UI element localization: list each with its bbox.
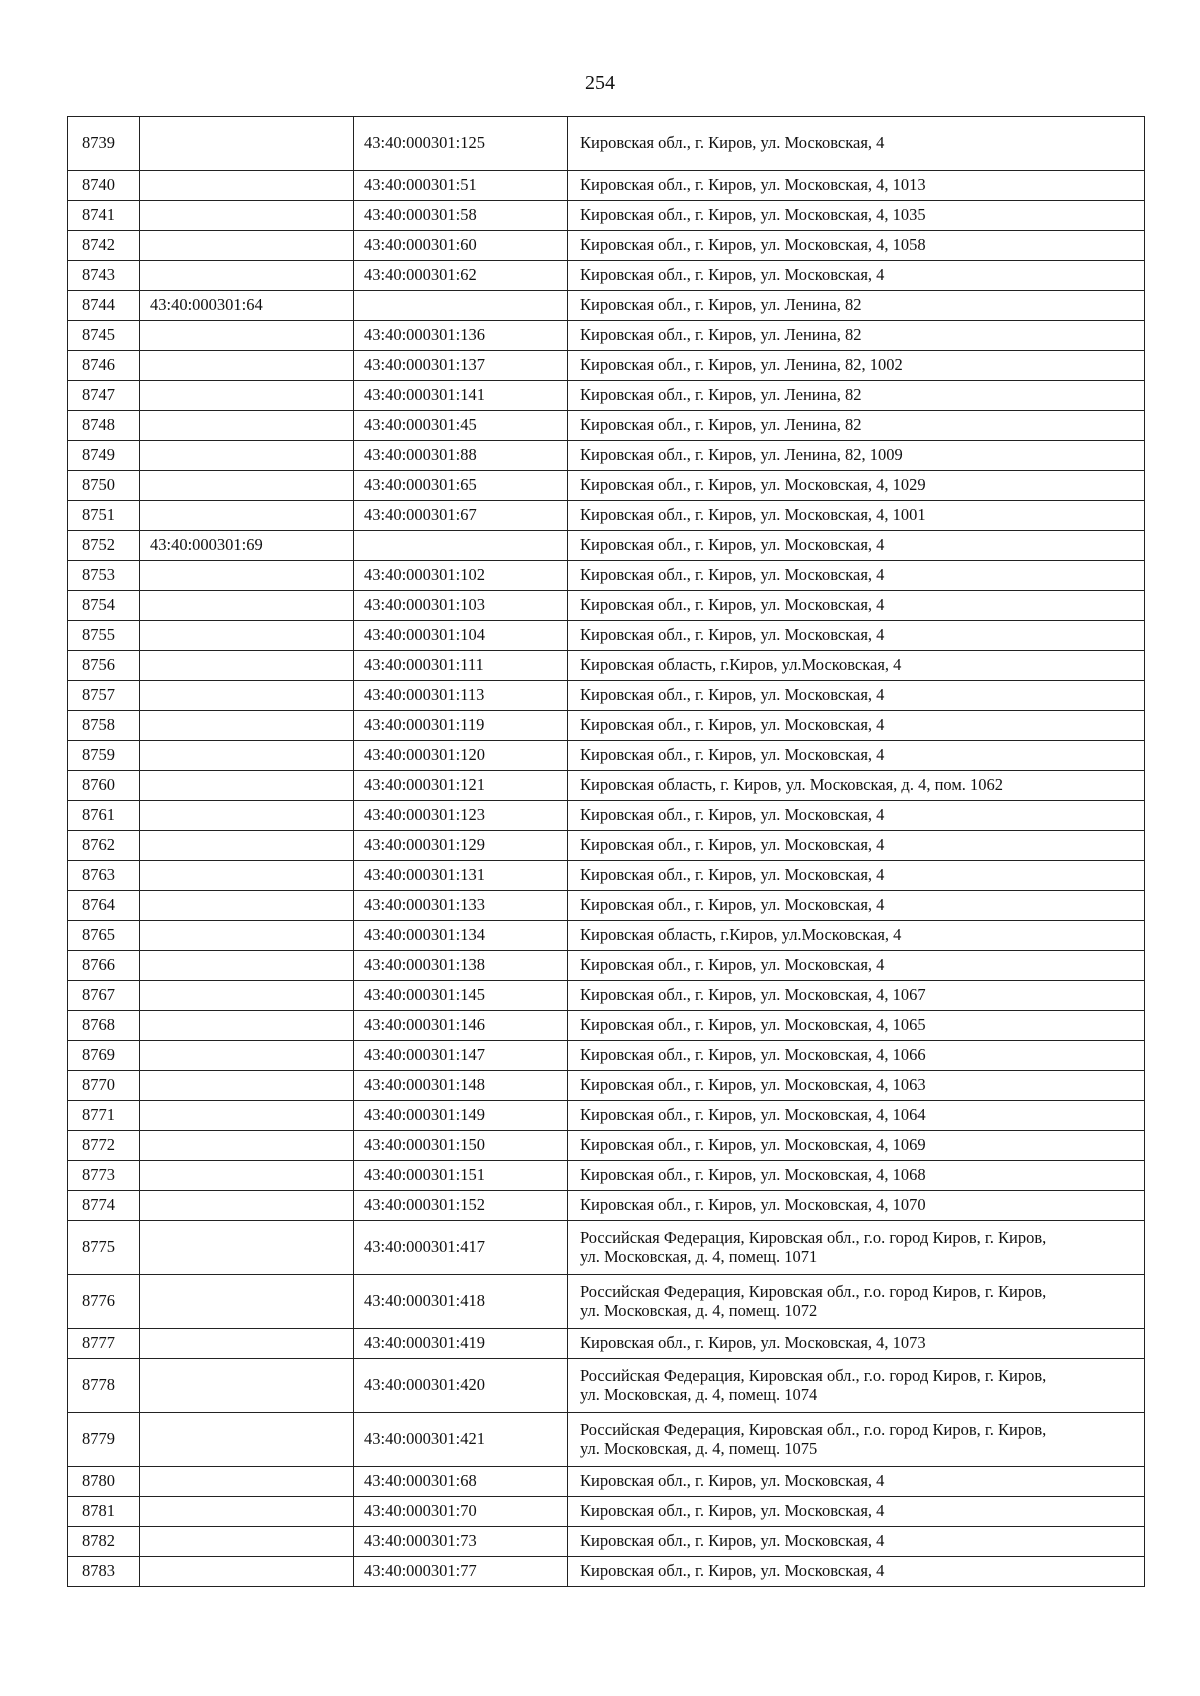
address-line: Кировская обл., г. Киров, ул. Московская, 4, 1073 [580,1333,926,1353]
cell-object-number: 43:40:000301:129 [354,831,568,861]
address-line: Кировская обл., г. Киров, ул. Ленина, 82 [580,325,862,345]
table-row [68,411,1145,441]
cell-parcel-number [140,1413,354,1467]
address-line: Российская Федерация, Кировская обл., г.о. город Киров, г. Киров, [580,1281,1047,1301]
table-row [68,621,1145,651]
cell-number: 8750 [68,471,140,501]
table-row [68,951,1145,981]
table-row [68,261,1145,291]
cell-object-number: 43:40:000301:120 [354,741,568,771]
cell-object-number: 43:40:000301:104 [354,621,568,651]
cell-object-number: 43:40:000301:131 [354,861,568,891]
table-body [68,117,1145,1587]
cell-number: 8774 [68,1191,140,1221]
table-row [68,771,1145,801]
cell-object-number [354,531,568,561]
cell-address [568,1275,1145,1329]
table-row [68,471,1145,501]
cell-number: 8762 [68,831,140,861]
cell-parcel-number [140,351,354,381]
cell-parcel-number [140,1557,354,1587]
cell-object-number: 43:40:000301:60 [354,231,568,261]
page-number: 254 [585,72,615,94]
address-line: Российская Федерация, Кировская обл., г.о. город Киров, г. Киров, [580,1419,1047,1439]
registry-table [67,116,1145,1587]
cell-parcel-number [140,861,354,891]
cell-number: 8745 [68,321,140,351]
address-line: Кировская обл., г. Киров, ул. Московская, 4, 1063 [580,1075,926,1095]
cell-number: 8752 [68,531,140,561]
address-line: Кировская обл., г. Киров, ул. Московская, 4 [580,1531,885,1551]
address-line: Кировская область, г. Киров, ул. Московская, д. 4, пом. 1062 [580,775,1004,795]
cell-object-number: 43:40:000301:70 [354,1497,568,1527]
cell-number: 8758 [68,711,140,741]
cell-number: 8775 [68,1221,140,1275]
cell-object-number: 43:40:000301:421 [354,1413,568,1467]
cell-number: 8768 [68,1011,140,1041]
cell-parcel-number [140,1221,354,1275]
table-row [68,351,1145,381]
table-row [68,171,1145,201]
cell-address [568,921,1145,951]
cell-object-number: 43:40:000301:419 [354,1329,568,1359]
address-line: ул. Московская, д. 4, помещ. 1072 [580,1300,818,1320]
address-line: Кировская область, г.Киров, ул.Московская, 4 [580,655,902,675]
address-line: Кировская обл., г. Киров, ул. Ленина, 82, 1009 [580,445,903,465]
table-row [68,1467,1145,1497]
table-row [68,531,1145,561]
cell-number: 8764 [68,891,140,921]
cell-address [568,1071,1145,1101]
cell-address [568,411,1145,441]
cell-address [568,951,1145,981]
cell-address [568,831,1145,861]
cell-address [568,171,1145,201]
cell-address [568,1041,1145,1071]
cell-number: 8763 [68,861,140,891]
cell-number: 8769 [68,1041,140,1071]
cell-parcel-number [140,1191,354,1221]
cell-object-number: 43:40:000301:73 [354,1527,568,1557]
cell-parcel-number [140,741,354,771]
cell-parcel-number [140,921,354,951]
cell-object-number: 43:40:000301:58 [354,201,568,231]
address-line: Кировская обл., г. Киров, ул. Московская, 4, 1035 [580,205,926,225]
cell-address [568,501,1145,531]
cell-address [568,291,1145,321]
table-row [68,801,1145,831]
address-line: Кировская обл., г. Киров, ул. Московская, 4, 1069 [580,1135,926,1155]
cell-number: 8783 [68,1557,140,1587]
cell-number: 8755 [68,621,140,651]
address-line: Кировская обл., г. Киров, ул. Ленина, 82, 1002 [580,355,903,375]
cell-number: 8773 [68,1161,140,1191]
address-line: Кировская обл., г. Киров, ул. Московская, 4 [580,565,885,585]
cell-parcel-number [140,981,354,1011]
address-line: ул. Московская, д. 4, помещ. 1071 [580,1246,818,1266]
cell-address [568,231,1145,261]
cell-address [568,381,1145,411]
cell-address [568,621,1145,651]
cell-object-number: 43:40:000301:148 [354,1071,568,1101]
cell-address [568,261,1145,291]
cell-object-number: 43:40:000301:134 [354,921,568,951]
cell-number: 8749 [68,441,140,471]
cell-number: 8761 [68,801,140,831]
address-line: Кировская обл., г. Киров, ул. Московская, 4 [580,625,885,645]
cell-parcel-number [140,501,354,531]
cell-parcel-number: 43:40:000301:64 [140,291,354,321]
cell-address [568,981,1145,1011]
cell-parcel-number [140,1131,354,1161]
table-row [68,891,1145,921]
cell-parcel-number [140,621,354,651]
cell-address [568,1497,1145,1527]
cell-number: 8770 [68,1071,140,1101]
cell-address [568,1329,1145,1359]
cell-parcel-number [140,1359,354,1413]
address-line: Кировская обл., г. Киров, ул. Московская, 4 [580,1471,885,1491]
cell-address [568,1131,1145,1161]
table-row [68,1557,1145,1587]
cell-object-number: 43:40:000301:51 [354,171,568,201]
cell-parcel-number [140,201,354,231]
cell-object-number: 43:40:000301:417 [354,1221,568,1275]
table-row [68,501,1145,531]
cell-number: 8740 [68,171,140,201]
cell-parcel-number [140,1071,354,1101]
cell-object-number: 43:40:000301:136 [354,321,568,351]
table-row [68,1191,1145,1221]
cell-address [568,681,1145,711]
cell-parcel-number [140,561,354,591]
cell-parcel-number [140,231,354,261]
cell-parcel-number [140,1275,354,1329]
cell-parcel-number [140,381,354,411]
address-line: Кировская обл., г. Киров, ул. Московская, 4, 1029 [580,475,926,495]
cell-number: 8739 [68,117,140,171]
cell-parcel-number [140,261,354,291]
cell-object-number: 43:40:000301:145 [354,981,568,1011]
cell-object-number: 43:40:000301:67 [354,501,568,531]
cell-number: 8741 [68,201,140,231]
cell-address [568,1359,1145,1413]
cell-object-number: 43:40:000301:103 [354,591,568,621]
cell-address [568,1101,1145,1131]
cell-address [568,1557,1145,1587]
address-line: Кировская обл., г. Киров, ул. Московская, 4 [580,685,885,705]
table-row [68,981,1145,1011]
cell-parcel-number [140,1041,354,1071]
address-line: Кировская обл., г. Киров, ул. Ленина, 82 [580,295,862,315]
cell-number: 8747 [68,381,140,411]
address-line: Кировская обл., г. Киров, ул. Московская, 4 [580,955,885,975]
table-row [68,741,1145,771]
cell-object-number: 43:40:000301:151 [354,1161,568,1191]
table-row [68,561,1145,591]
table-row [68,591,1145,621]
cell-parcel-number [140,801,354,831]
address-line: Кировская обл., г. Киров, ул. Московская, 4 [580,265,885,285]
cell-address [568,531,1145,561]
address-line: Кировская обл., г. Киров, ул. Московская, 4, 1067 [580,985,926,1005]
cell-address [568,351,1145,381]
cell-address [568,1191,1145,1221]
table-row [68,861,1145,891]
table-row [68,231,1145,261]
cell-object-number: 43:40:000301:420 [354,1359,568,1413]
cell-parcel-number [140,891,354,921]
cell-address [568,711,1145,741]
cell-object-number: 43:40:000301:137 [354,351,568,381]
table-row [68,1101,1145,1131]
table-row [68,1161,1145,1191]
cell-number: 8772 [68,1131,140,1161]
address-line: Кировская обл., г. Киров, ул. Ленина, 82 [580,415,862,435]
cell-number: 8780 [68,1467,140,1497]
cell-number: 8766 [68,951,140,981]
cell-parcel-number [140,1497,354,1527]
cell-object-number: 43:40:000301:62 [354,261,568,291]
cell-address [568,771,1145,801]
cell-object-number: 43:40:000301:147 [354,1041,568,1071]
cell-number: 8776 [68,1275,140,1329]
cell-address [568,471,1145,501]
cell-parcel-number [140,1101,354,1131]
cell-address [568,1221,1145,1275]
cell-parcel-number [140,1011,354,1041]
cell-number: 8782 [68,1527,140,1557]
cell-object-number: 43:40:000301:152 [354,1191,568,1221]
cell-parcel-number [140,831,354,861]
cell-parcel-number [140,771,354,801]
address-line: Кировская обл., г. Киров, ул. Московская, 4 [580,715,885,735]
address-line: ул. Московская, д. 4, помещ. 1075 [580,1438,818,1458]
cell-object-number: 43:40:000301:77 [354,1557,568,1587]
cell-number: 8757 [68,681,140,711]
address-line: Кировская обл., г. Киров, ул. Московская, 4 [580,835,885,855]
cell-number: 8753 [68,561,140,591]
address-line: ул. Московская, д. 4, помещ. 1074 [580,1384,818,1404]
table-row [68,681,1145,711]
table-row [68,1413,1145,1467]
table-row [68,1359,1145,1413]
cell-parcel-number [140,651,354,681]
cell-object-number: 43:40:000301:138 [354,951,568,981]
table-row [68,1221,1145,1275]
cell-object-number: 43:40:000301:149 [354,1101,568,1131]
table-row [68,1527,1145,1557]
address-line: Кировская обл., г. Киров, ул. Московская, 4 [580,535,885,555]
table-row [68,1275,1145,1329]
cell-number: 8746 [68,351,140,381]
cell-address [568,891,1145,921]
cell-parcel-number [140,471,354,501]
cell-object-number: 43:40:000301:141 [354,381,568,411]
table-row [68,1329,1145,1359]
address-line: Кировская обл., г. Киров, ул. Московская, 4 [580,805,885,825]
address-line: Кировская обл., г. Киров, ул. Московская, 4, 1068 [580,1165,926,1185]
cell-address [568,1161,1145,1191]
address-line: Российская Федерация, Кировская обл., г.о. город Киров, г. Киров, [580,1227,1047,1247]
cell-address [568,1527,1145,1557]
cell-object-number: 43:40:000301:418 [354,1275,568,1329]
cell-parcel-number [140,441,354,471]
table-row [68,117,1145,171]
cell-number: 8756 [68,651,140,681]
address-line: Кировская обл., г. Киров, ул. Московская, 4, 1058 [580,235,926,255]
cell-address [568,1011,1145,1041]
address-line: Кировская обл., г. Киров, ул. Московская, 4, 1066 [580,1045,926,1065]
cell-address [568,117,1145,171]
address-line: Кировская обл., г. Киров, ул. Московская, 4, 1013 [580,175,926,195]
cell-address [568,801,1145,831]
table-row [68,651,1145,681]
cell-object-number: 43:40:000301:123 [354,801,568,831]
address-line: Кировская обл., г. Киров, ул. Московская, 4 [580,595,885,615]
cell-parcel-number [140,1527,354,1557]
cell-parcel-number [140,321,354,351]
cell-parcel-number [140,951,354,981]
cell-object-number: 43:40:000301:111 [354,651,568,681]
cell-number: 8781 [68,1497,140,1527]
table-row [68,1011,1145,1041]
address-line: Кировская обл., г. Киров, ул. Московская, 4, 1065 [580,1015,926,1035]
cell-number: 8777 [68,1329,140,1359]
cell-parcel-number [140,411,354,441]
cell-address [568,591,1145,621]
cell-object-number: 43:40:000301:102 [354,561,568,591]
table-row [68,1071,1145,1101]
cell-object-number: 43:40:000301:119 [354,711,568,741]
address-line: Российская Федерация, Кировская обл., г.о. город Киров, г. Киров, [580,1365,1047,1385]
cell-object-number: 43:40:000301:121 [354,771,568,801]
cell-number: 8748 [68,411,140,441]
cell-address [568,1467,1145,1497]
cell-parcel-number [140,171,354,201]
table-row [68,201,1145,231]
cell-number: 8771 [68,1101,140,1131]
address-line: Кировская обл., г. Киров, ул. Московская, 4 [580,895,885,915]
cell-parcel-number: 43:40:000301:69 [140,531,354,561]
cell-address [568,741,1145,771]
address-line: Кировская обл., г. Киров, ул. Московская, 4 [580,133,885,153]
address-line: Кировская обл., г. Киров, ул. Московская, 4 [580,745,885,765]
cell-parcel-number [140,591,354,621]
table-row [68,321,1145,351]
address-line: Кировская обл., г. Киров, ул. Московская, 4, 1064 [580,1105,926,1125]
cell-object-number: 43:40:000301:146 [354,1011,568,1041]
address-line: Кировская обл., г. Киров, ул. Ленина, 82 [580,385,862,405]
cell-number: 8759 [68,741,140,771]
cell-number: 8742 [68,231,140,261]
table-row [68,1041,1145,1071]
address-line: Кировская обл., г. Киров, ул. Московская, 4 [580,865,885,885]
cell-address [568,861,1145,891]
cell-number: 8743 [68,261,140,291]
table-row [68,921,1145,951]
table-row [68,381,1145,411]
cell-parcel-number [140,1467,354,1497]
cell-object-number: 43:40:000301:125 [354,117,568,171]
cell-parcel-number [140,1329,354,1359]
table-row [68,1131,1145,1161]
cell-object-number: 43:40:000301:150 [354,1131,568,1161]
cell-number: 8778 [68,1359,140,1413]
cell-object-number: 43:40:000301:88 [354,441,568,471]
cell-object-number: 43:40:000301:113 [354,681,568,711]
cell-parcel-number [140,117,354,171]
cell-address [568,561,1145,591]
cell-parcel-number [140,681,354,711]
table-row [68,291,1145,321]
cell-address [568,651,1145,681]
table-row [68,1497,1145,1527]
address-line: Кировская область, г.Киров, ул.Московская, 4 [580,925,902,945]
cell-object-number: 43:40:000301:45 [354,411,568,441]
cell-number: 8767 [68,981,140,1011]
address-line: Кировская обл., г. Киров, ул. Московская, 4 [580,1501,885,1521]
address-line: Кировская обл., г. Киров, ул. Московская, 4, 1001 [580,505,926,525]
cell-address [568,1413,1145,1467]
address-line: Кировская обл., г. Киров, ул. Московская, 4, 1070 [580,1195,926,1215]
cell-object-number: 43:40:000301:133 [354,891,568,921]
cell-object-number: 43:40:000301:68 [354,1467,568,1497]
cell-address [568,321,1145,351]
cell-number: 8754 [68,591,140,621]
cell-object-number: 43:40:000301:65 [354,471,568,501]
cell-number: 8744 [68,291,140,321]
address-line: Кировская обл., г. Киров, ул. Московская, 4 [580,1561,885,1581]
cell-address [568,201,1145,231]
cell-object-number [354,291,568,321]
cell-address [568,441,1145,471]
cell-parcel-number [140,1161,354,1191]
cell-number: 8751 [68,501,140,531]
cell-number: 8765 [68,921,140,951]
table-row [68,831,1145,861]
cell-number: 8760 [68,771,140,801]
cell-number: 8779 [68,1413,140,1467]
table-row [68,711,1145,741]
cell-parcel-number [140,711,354,741]
table-row [68,441,1145,471]
